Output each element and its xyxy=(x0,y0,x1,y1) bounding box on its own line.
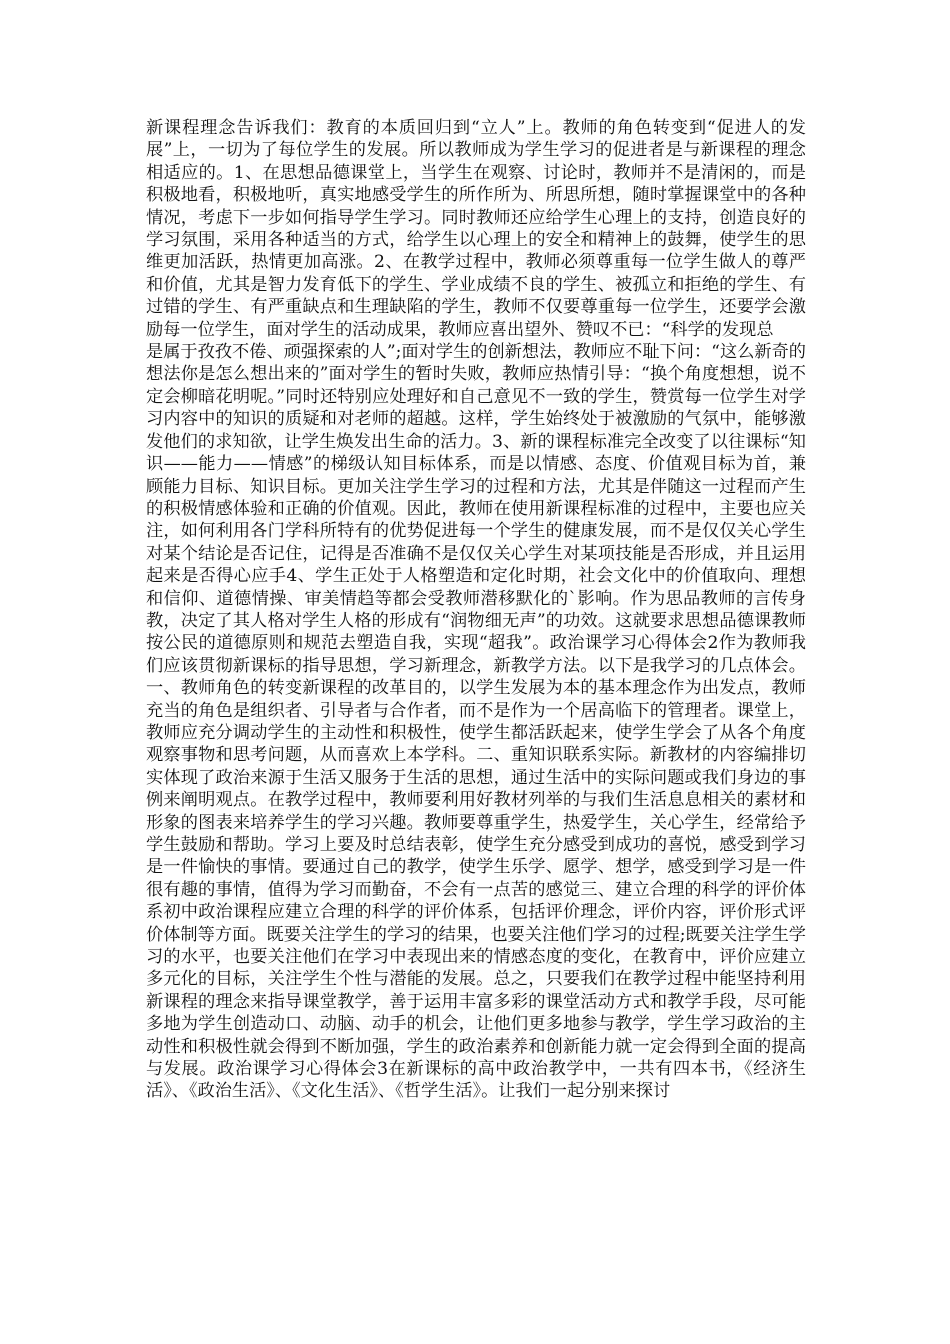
paragraph-2: 是属于孜孜不倦、顽强探索的人”;面对学生的创新想法，教师应不耻下问：“这么新奇的想法你是怎么想出来的”面对学生的暂时失败，教师应热情引导：“换个角度想想，说不定会柳暗花明呢。”同时还特别应处理好和自己意见不一致的学生，赞赏每一位学生对学习内容中的知识的质疑和对老师的超越。这样，学生始终处于被激励的气氛中，能够激发他们的求知欲，让学生焕发出生命的活力。3、新的课程标准完全改变了以往课标“知识——能力——情感”的梯级认知目标体系，而是以情感、态度、价值观目标为首，兼顾能力目标、知识目标。更加关注学生学习的过程和方法，尤其是伴随这一过程而产生的积极情感体验和正确的价值观。因此，教师在使用新课程标准的过程中，主要也应关注，如何利用各门学科所特有的优势促进每一个学生的健康发展，而不是仅仅关心学生对某个结论是否记住，记得是否准确不是仅仅关心学生对某项技能是否形成，并且运用起来是否得心应手4、学生正处于人格塑造和定化时期，社会文化中的价值取向、理想和信仰、道德情操、审美情趋等都会受教师潜移默化的`影响。作为思品教师的言传身教，决定了其人格对学生人格的形成有“润物细无声”的功效。这就要求思想品德课教师按公民的道德原则和规范去塑造自我，实现“超我”。政治课学习心得体会2作为教师我们应该贯彻新课标的指导思想，学习新理念，新教学方法。以下是我学习的几点体会。一、教师角色的转变新课程的改革目的，以学生发展为本的基本理念作为出发点，教师充当的角色是组织者、引导者与合作者，而不是作为一个居高临下的管理者。课堂上，教师应充分调动学生的主动性和积极性，使学生都活跃起来，使学生学会了从各个角度观察事物和思考问题，从而喜欢上本学科。二、重知识联系实际。新教材的内容编排切实体现了政治来源于生活又服务于生活的思想，通过生活中的实际问题或我们身边的事例来阐明观点。在教学过程中，教师要利用好教材列举的与我们生活息息相关的素材和形象的图表来培养学生的学习兴趣。教师要尊重学生，热爱学生，关心学生，经常给予学生鼓励和帮助。学习上要及时总结表彰，使学生充分感受到成功的喜悦，感受到学习是一件愉快的事情。要通过自己的教学，使学生乐学、愿学、想学，感受到学习是一件很有趣的事情，值得为学习而勤奋，不会有一点苦的感觉三、建立合理的科学的评价体系初中政治课程应建立合理的科学的评价体系，包括评价理念，评价内容，评价形式评价体制等方面。既要关注学生的学习的结果，也要关注他们学习的过程;既要关注学生学习的水平，也要关注他们在学习中表现出来的情感态度的变化，在教育中，评价应建立多元化的目标，关注学生个性与潜能的发展。总之，只要我们在教学过程中能坚持利用新课程的理念来指导课堂教学，善于运用丰富多彩的课堂活动方式和教学手段，尽可能多地为学生创造动口、动脑、动手的机会，让他们更多地参与教学，学生学习政治的主动性和积极性就会得到不断加强，学生的政治素养和创新能力就一定会得到全面的提高与发展。政治课学习心得体会3在新课标的高中政治教学中，一共有四本书，《经济生活》、《政治生活》、《文化生活》、《哲学生活》。让我们一起分别来探讨 xyxy=(146,342,806,1102)
body-text xyxy=(146,117,806,1103)
paragraph-1: 新课程理念告诉我们：教育的本质回归到“立人”上。教师的角色转变到“促进人的发展”上，一切为了每位学生的发展。所以教师成为学生学习的促进者是与新课程的理念相适应的。1、在思想品德课堂上，当学生在观察、讨论时，教师并不是清闲的，而是积极地看，积极地听，真实地感受学生的所作所为、所思所想，随时掌握课堂中的各种情况，考虑下一步如何指导学生学习。同时教师还应给学生心理上的支持，创造良好的学习氛围，采用各种适当的方式，给学生以心理上的安全和精神上的鼓舞，使学生的思维更加活跃，热情更加高涨。2、在教学过程中，教师必须尊重每一位学生做人的尊严和价值，尤其是智力发育低下的学生、学业成绩不良的学生、被孤立和拒绝的学生、有过错的学生、有严重缺点和生理缺陷的学生，教师不仅要尊重每一位学生，还要学会激励每一位学生，面对学生的活动成果，教师应喜出望外、赞叹不已：“科学的发现总 xyxy=(146,118,806,340)
